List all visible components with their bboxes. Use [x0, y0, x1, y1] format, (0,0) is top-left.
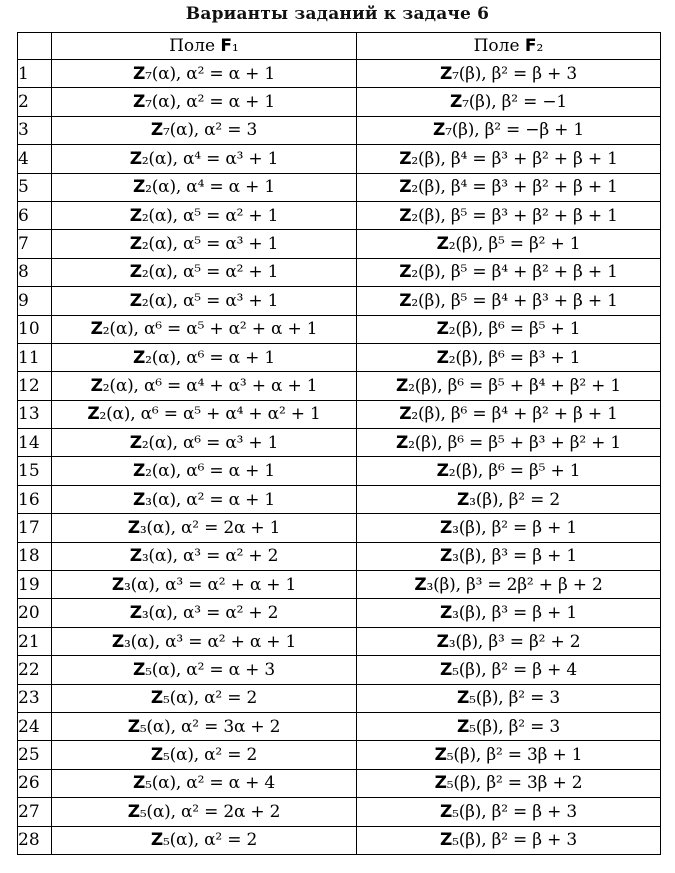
- variant-number: 13: [18, 400, 52, 428]
- variant-number: 7: [18, 230, 52, 258]
- field-f2-cell: 𝗭₃(β), β² = β + 1: [357, 514, 661, 542]
- field-f2-cell: 𝗭₃(β), β² = 2: [357, 485, 661, 513]
- header-field-f2: Поле 𝗙₂: [357, 33, 661, 60]
- table-header: [18, 33, 661, 60]
- field-f2-cell: 𝗭₃(β), β³ = 2β² + β + 2: [357, 571, 661, 599]
- header-field-f1: Поле 𝗙₁: [52, 33, 357, 60]
- table-row: [18, 769, 661, 797]
- field-f2-cell: 𝗭₃(β), β³ = β² + 2: [357, 627, 661, 655]
- page-title: Варианты заданий к задаче 6: [185, 4, 490, 24]
- field-f1-cell: 𝗭₃(α), α² = 2α + 1: [52, 514, 357, 542]
- table-row: [18, 258, 661, 286]
- field-f2-cell: 𝗭₂(β), β⁵ = β³ + β² + β + 1: [357, 201, 661, 229]
- field-f2-cell: 𝗭₂(β), β⁶ = β⁴ + β² + β + 1: [357, 400, 661, 428]
- field-f2-cell: 𝗭₅(β), β² = β + 3: [357, 826, 661, 854]
- variant-number: 27: [18, 798, 52, 826]
- field-f1-cell: 𝗭₃(α), α³ = α² + α + 1: [52, 571, 357, 599]
- field-f1-cell: 𝗭₅(α), α² = 3α + 2: [52, 712, 357, 740]
- header-row: [18, 33, 661, 60]
- field-f1-cell: 𝗭₃(α), α³ = α² + α + 1: [52, 627, 357, 655]
- field-f2-cell: 𝗭₅(β), β² = 3: [357, 712, 661, 740]
- field-f2-cell: 𝗭₅(β), β² = β + 3: [357, 798, 661, 826]
- variant-number: 19: [18, 571, 52, 599]
- field-f1-cell: 𝗭₅(α), α² = 2: [52, 684, 357, 712]
- variant-number: 23: [18, 684, 52, 712]
- field-f2-cell: 𝗭₂(β), β⁴ = β³ + β² + β + 1: [357, 173, 661, 201]
- variant-number: 1: [18, 60, 52, 88]
- field-f1-cell: 𝗭₅(α), α² = 2α + 2: [52, 798, 357, 826]
- variant-number: 4: [18, 145, 52, 173]
- field-f1-cell: 𝗭₃(α), α³ = α² + 2: [52, 599, 357, 627]
- header-number: [18, 33, 52, 60]
- variant-number: 14: [18, 429, 52, 457]
- table-row: [18, 656, 661, 684]
- field-f1-cell: 𝗭₂(α), α⁶ = α³ + 1: [52, 429, 357, 457]
- field-f2-cell: 𝗭₂(β), β⁶ = β³ + 1: [357, 343, 661, 371]
- table-row: [18, 627, 661, 655]
- table-row: [18, 315, 661, 343]
- field-f2-cell: 𝗭₇(β), β² = −1: [357, 88, 661, 116]
- field-f1-cell: 𝗭₂(α), α⁶ = α⁵ + α² + α + 1: [52, 315, 357, 343]
- field-f1-cell: 𝗭₂(α), α⁵ = α³ + 1: [52, 230, 357, 258]
- field-f1-cell: 𝗭₃(α), α³ = α² + 2: [52, 542, 357, 570]
- table-row: [18, 287, 661, 315]
- table-row: [18, 230, 661, 258]
- table-row: [18, 599, 661, 627]
- field-f1-cell: 𝗭₂(α), α⁶ = α⁵ + α⁴ + α² + 1: [52, 400, 357, 428]
- table-row: [18, 88, 661, 116]
- variant-number: 11: [18, 343, 52, 371]
- variants-table: [17, 32, 661, 855]
- field-f2-cell: 𝗭₇(β), β² = −β + 1: [357, 116, 661, 144]
- table-row: [18, 485, 661, 513]
- table-row: [18, 60, 661, 88]
- variant-number: 12: [18, 372, 52, 400]
- field-f1-cell: 𝗭₂(α), α⁵ = α² + 1: [52, 258, 357, 286]
- variant-number: 16: [18, 485, 52, 513]
- variant-number: 10: [18, 315, 52, 343]
- table-row: [18, 372, 661, 400]
- variant-number: 20: [18, 599, 52, 627]
- field-f2-cell: 𝗭₅(β), β² = 3β + 2: [357, 769, 661, 797]
- field-f1-cell: 𝗭₇(α), α² = α + 1: [52, 60, 357, 88]
- field-f1-cell: 𝗭₂(α), α⁶ = α + 1: [52, 457, 357, 485]
- field-f2-cell: 𝗭₅(β), β² = 3β + 1: [357, 741, 661, 769]
- variant-number: 2: [18, 88, 52, 116]
- field-f2-cell: 𝗭₂(β), β⁴ = β³ + β² + β + 1: [357, 145, 661, 173]
- field-f1-cell: 𝗭₇(α), α² = α + 1: [52, 88, 357, 116]
- field-f2-cell: 𝗭₇(β), β² = β + 3: [357, 60, 661, 88]
- table-row: [18, 343, 661, 371]
- variant-number: 28: [18, 826, 52, 854]
- variant-number: 25: [18, 741, 52, 769]
- field-f1-cell: 𝗭₅(α), α² = α + 3: [52, 656, 357, 684]
- table-row: [18, 514, 661, 542]
- table-row: [18, 429, 661, 457]
- variant-number: 8: [18, 258, 52, 286]
- table-row: [18, 741, 661, 769]
- variant-number: 26: [18, 769, 52, 797]
- table-row: [18, 826, 661, 854]
- table-row: [18, 798, 661, 826]
- variant-number: 3: [18, 116, 52, 144]
- variant-number: 6: [18, 201, 52, 229]
- field-f1-cell: 𝗭₂(α), α⁶ = α⁴ + α³ + α + 1: [52, 372, 357, 400]
- table-row: [18, 400, 661, 428]
- field-f1-cell: 𝗭₅(α), α² = 2: [52, 741, 357, 769]
- field-f2-cell: 𝗭₂(β), β⁶ = β⁵ + β⁴ + β² + 1: [357, 372, 661, 400]
- field-f2-cell: 𝗭₃(β), β³ = β + 1: [357, 599, 661, 627]
- variant-number: 9: [18, 287, 52, 315]
- table-row: [18, 201, 661, 229]
- field-f1-cell: 𝗭₂(α), α⁶ = α + 1: [52, 343, 357, 371]
- table-row: [18, 684, 661, 712]
- field-f1-cell: 𝗭₂(α), α⁴ = α³ + 1: [52, 145, 357, 173]
- field-f2-cell: 𝗭₃(β), β³ = β + 1: [357, 542, 661, 570]
- variant-number: 18: [18, 542, 52, 570]
- table-row: [18, 571, 661, 599]
- table-row: [18, 542, 661, 570]
- field-f1-cell: 𝗭₇(α), α² = 3: [52, 116, 357, 144]
- variant-number: 15: [18, 457, 52, 485]
- variant-number: 24: [18, 712, 52, 740]
- table-row: [18, 116, 661, 144]
- field-f1-cell: 𝗭₅(α), α² = α + 4: [52, 769, 357, 797]
- field-f2-cell: 𝗭₅(β), β² = β + 4: [357, 656, 661, 684]
- table-row: [18, 173, 661, 201]
- field-f1-cell: 𝗭₃(α), α² = α + 1: [52, 485, 357, 513]
- variant-number: 5: [18, 173, 52, 201]
- field-f2-cell: 𝗭₂(β), β⁶ = β⁵ + 1: [357, 315, 661, 343]
- table-row: [18, 145, 661, 173]
- field-f2-cell: 𝗭₂(β), β⁵ = β⁴ + β² + β + 1: [357, 258, 661, 286]
- variant-number: 17: [18, 514, 52, 542]
- variant-number: 21: [18, 627, 52, 655]
- field-f2-cell: 𝗭₂(β), β⁵ = β⁴ + β³ + β + 1: [357, 287, 661, 315]
- table-body: [18, 60, 661, 855]
- field-f1-cell: 𝗭₂(α), α⁴ = α + 1: [52, 173, 357, 201]
- field-f1-cell: 𝗭₅(α), α² = 2: [52, 826, 357, 854]
- field-f1-cell: 𝗭₂(α), α⁵ = α² + 1: [52, 201, 357, 229]
- field-f2-cell: 𝗭₂(β), β⁶ = β⁵ + β³ + β² + 1: [357, 429, 661, 457]
- field-f2-cell: 𝗭₂(β), β⁶ = β⁵ + 1: [357, 457, 661, 485]
- field-f2-cell: 𝗭₅(β), β² = 3: [357, 684, 661, 712]
- variant-number: 22: [18, 656, 52, 684]
- field-f1-cell: 𝗭₂(α), α⁵ = α³ + 1: [52, 287, 357, 315]
- table-row: [18, 457, 661, 485]
- table-row: [18, 712, 661, 740]
- field-f2-cell: 𝗭₂(β), β⁵ = β² + 1: [357, 230, 661, 258]
